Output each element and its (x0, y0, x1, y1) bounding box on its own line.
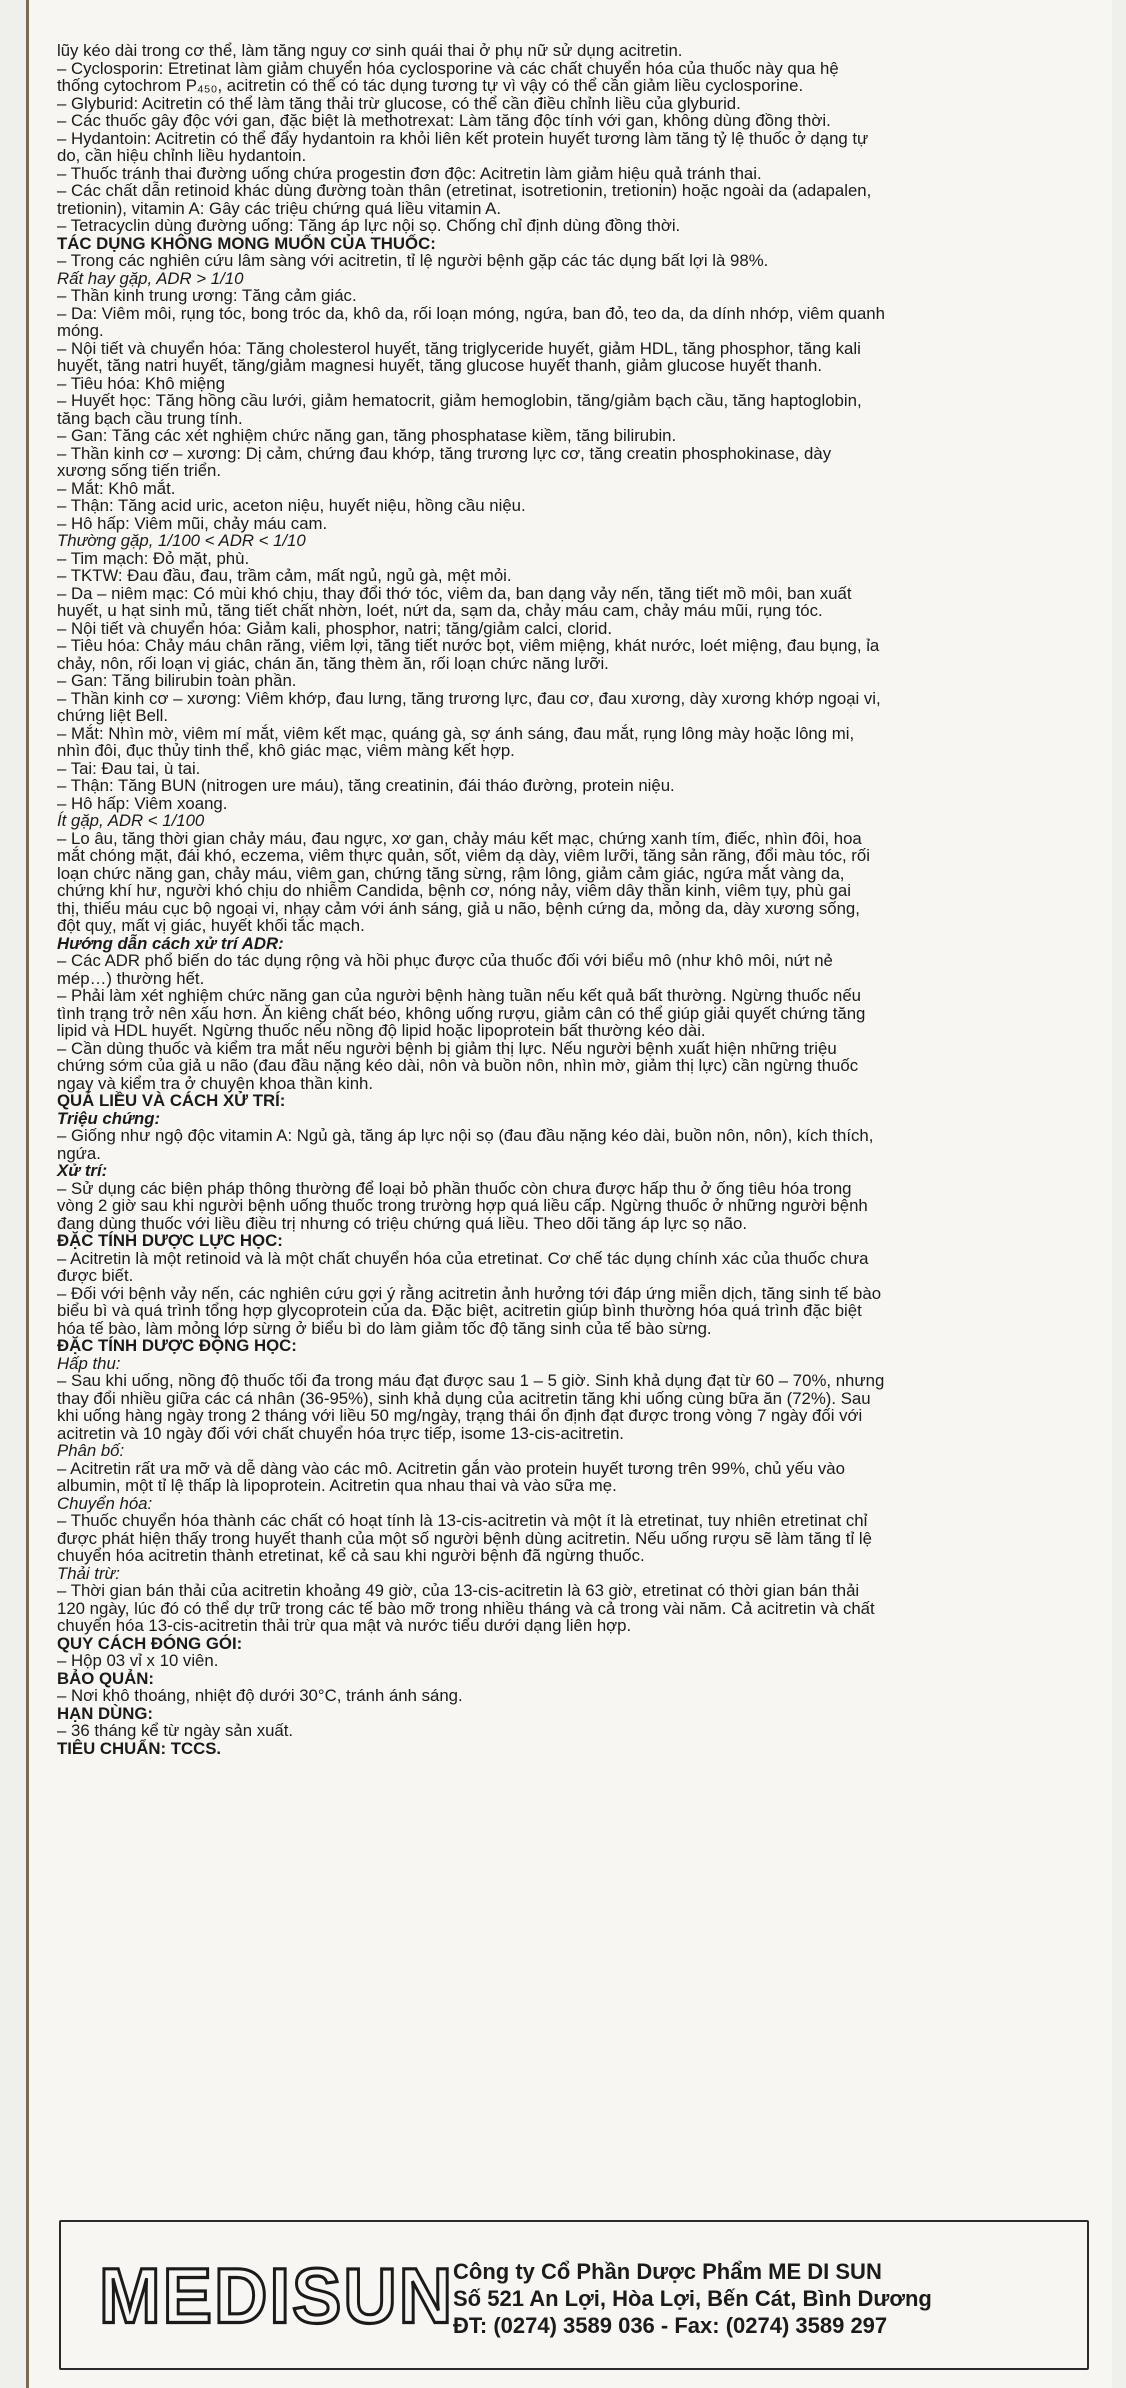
company-name: Công ty Cổ Phần Dược Phẩm ME DI SUN (453, 2259, 882, 2284)
text-line: huyết, tăng natri huyết, tăng/giảm magnesi huyết, tăng glucose huyết thanh, giảm glucose huyết thanh. (57, 356, 822, 375)
section-heading: QUÁ LIỀU VÀ CÁCH XỬ TRÍ: (57, 1091, 286, 1110)
text-line: – Thận: Tăng acid uric, aceton niệu, huyết niệu, hồng cầu niệu. (57, 496, 526, 515)
section-heading: BẢO QUẢN: (57, 1668, 154, 1688)
text-line: – Trong các nghiên cứu lâm sàng với acitretin, tỉ lệ người bệnh gặp các tác dụng bất lợi là 98%. (57, 251, 769, 270)
text-line: – Mắt: Nhìn mờ, viêm mí mắt, viêm kết mạc, quáng gà, sợ ánh sáng, đau mắt, rụng lông mày hoặc lông mi, (57, 723, 855, 743)
section-heading: TÁC DỤNG KHÔNG MONG MUỐN CỦA THUỐC: (57, 233, 436, 253)
text-line: – Tetracyclin dùng đường uống: Tăng áp lực nội sọ. Chống chỉ định dùng đồng thời. (57, 216, 681, 235)
text-line: mắt chóng mặt, đái khó, eczema, viêm thực quản, sốt, viêm dạ dày, viêm lưỡi, tăng sản răng, đổi màu tóc, rối (57, 846, 870, 865)
company-info (453, 2258, 1063, 2339)
text-line: – Tai: Đau tai, ù tai. (57, 758, 201, 778)
section-heading: QUY CÁCH ĐÓNG GÓI: (57, 1633, 243, 1653)
text-line: thị, thiếu máu cục bộ ngoại vi, nhạy cảm với ánh sáng, giả u não, bệnh cứng da, mỏng da, dày xương sống, (57, 898, 860, 918)
section-heading: ĐẶC TÍNH DƯỢC ĐỘNG HỌC: (57, 1336, 297, 1355)
text-line: – Thận: Tăng BUN (nitrogen ure máu), tăng creatinin, đái tháo đường, protein niệu. (57, 776, 675, 795)
text-line: được biết. (57, 1266, 134, 1285)
text-line: vòng 2 giờ sau khi người bệnh uống thuốc trong trường hợp quá liều cấp. Ngừng thuốc ở những người bệnh (57, 1196, 868, 1215)
text-line: – Acitretin rất ưa mỡ và dễ dàng vào các mô. Acitretin gắn vào protein huyết tương trên 99%, chủ yếu vào (57, 1458, 845, 1478)
text-line: – Các ADR phổ biến do tác dụng rộng và hồi phục được của thuốc đối với biểu mô (như khô môi, nứt nẻ (57, 951, 833, 970)
text-line: chuyển hóa 13-cis-acitretin thải trừ qua mật và nước tiểu dưới dạng liên hợp. (57, 1616, 632, 1635)
company-phone-fax: ĐT: (0274) 3589 036 - Fax: (0274) 3589 297 (453, 2313, 888, 2338)
text-line: tretionin), vitamin A: Gây các triệu chứng quá liều vitamin A. (57, 198, 502, 218)
section-heading: Thải trừ: (57, 1563, 120, 1583)
text-line: – Thần kinh cơ – xương: Dị cảm, chứng đau khớp, tăng trương lực cơ, tăng creatin phosphokinase, dày (57, 443, 832, 463)
company-address: Số 521 An Lợi, Hòa Lợi, Bến Cát, Bình Dương (453, 2286, 932, 2311)
text-line: – Gan: Tăng các xét nghiệm chức năng gan, tăng phosphatase kiềm, tăng bilirubin. (57, 426, 677, 445)
text-line: – Cần dùng thuốc và kiểm tra mắt nếu người bệnh bị giảm thị lực. Nếu người bệnh xuất hiện những triệu (57, 1038, 837, 1058)
text-line: chuyển hóa acitretin thành etretinat, kể cả sau khi người bệnh đã ngừng thuốc. (57, 1546, 645, 1565)
text-line: chảy, nôn, rối loạn vị giác, chán ăn, tăng thèm ăn, rối loạn chức năng lưỡi. (57, 653, 609, 673)
text-line: – Đối với bệnh vảy nến, các nghiên cứu gợi ý rằng acitretin ảnh hưởng tới đáp ứng miễn dịch, tăng sinh tế bào (57, 1283, 882, 1303)
text-line: hóa tế bào, làm mỏng lớp sừng ở biểu bì do làm giảm tốc độ tăng sinh của tế bào sừng. (57, 1318, 712, 1338)
text-line: – Sử dụng các biện pháp thông thường để loại bỏ phần thuốc còn chưa được hấp thu ở ống tiêu hóa trong (57, 1178, 852, 1198)
text-line: – Thần kinh trung ương: Tăng cảm giác. (57, 286, 357, 305)
medisun-logo: MEDISUN (99, 2251, 455, 2340)
text-line: – Các chất dẫn retinoid khác dùng đường toàn thân (etretinat, isotretionin, tretionin) hoặc ngoài da (adapalen, (57, 181, 872, 200)
section-heading: Thường gặp, 1/100 < ADR < 1/10 (57, 531, 306, 550)
text-line: thống cytochrom P₄₅₀, acitretin có thể có tác dụng tương tự vì vậy có thể cần giảm liều cyclosporine. (57, 76, 804, 95)
text-line: – Mắt: Khô mắt. (57, 478, 176, 498)
text-line: được phát hiện thấy trong huyết thanh của một số người bệnh dùng acitretin. Nếu uống rượu sẽ làm tăng tỉ lệ (57, 1528, 872, 1548)
text-line: chứng liệt Bell. (57, 706, 169, 725)
text-line: – Hydantoin: Acitretin có thể đẩy hydantoin ra khỏi liên kết protein huyết tương làm tăng tỷ lệ thuốc ở dạng tự (57, 128, 869, 148)
text-line: – Glyburid: Acitretin có thể làm tăng thải trừ glucose, có thể cần điều chỉnh liều của glyburid. (57, 93, 741, 113)
text-line: – Da: Viêm môi, rụng tóc, bong tróc da, khô da, rối loạn móng, ngứa, ban đỏ, teo da, da dính nhớp, viêm quanh (57, 303, 885, 323)
text-line: – Phải làm xét nghiệm chức năng gan của người bệnh hàng tuần nếu kết quả bất thường. Ngừng thuốc nếu (57, 986, 862, 1005)
text-line: chứng khí hư, người khó chịu do nhiễm Candida, bệnh cơ, nóng nảy, viêm dây thần kinh, viêm tụy, phù gai (57, 881, 851, 900)
section-heading: TIÊU CHUẨN: TCCS. (57, 1738, 222, 1758)
text-line: biểu bì và quá trình tổng hợp glycoprotein của da. Đặc biệt, acitretin giúp bình thường hóa quá trình đặc biệt (57, 1301, 862, 1320)
text-line: loạn chức năng gan, chảy máu, viêm gan, chứng tăng sừng, rậm lông, giảm cảm giác, ngứa mắt vàng da, (57, 863, 845, 883)
text-line: – Thời gian bán thải của acitretin khoảng 49 giờ, của 13-cis-acitretin là 63 giờ, etretinat có thời gian bán thải (57, 1581, 860, 1600)
section-heading: Hướng dẫn cách xử trí ADR: (57, 933, 284, 953)
text-line: – Gan: Tăng bilirubin toàn phần. (57, 671, 297, 690)
text-line: – Hộp 03 vỉ x 10 viên. (57, 1651, 219, 1670)
text-line: móng. (57, 321, 104, 340)
text-line: – TKTW: Đau đầu, đau, trầm cảm, mất ngủ, ngủ gà, mệt mỏi. (57, 566, 512, 585)
text-line: ngứa. (57, 1143, 101, 1163)
section-heading: Phân bố: (57, 1441, 125, 1460)
text-line: xương sống tiến triển. (57, 461, 222, 480)
text-line: – Sau khi uống, nồng độ thuốc tối đa trong máu đạt được sau 1 – 5 giờ. Sinh khả dụng đạt từ 60 – 70%, nhưng (57, 1371, 885, 1390)
text-line: – Thần kinh cơ – xương: Viêm khớp, đau lưng, tăng trương lực, đau cơ, đau xương, dày xương khớp ngoại vi, (57, 688, 881, 708)
text-line: mép…) thường hết. (57, 968, 205, 988)
text-line: lũy kéo dài trong cơ thể, làm tăng nguy cơ sinh quái thai ở phụ nữ sử dụng acitretin. (57, 41, 683, 60)
text-line: do, cần hiệu chỉnh liều hydantoin. (57, 146, 307, 165)
text-line: – Nội tiết và chuyển hóa: Tăng cholesterol huyết, tăng triglyceride huyết, giảm HDL, tăng phosphor, tăng kali (57, 338, 861, 358)
section-heading: Ít gặp, ADR < 1/100 (57, 811, 205, 830)
text-line: đột quỵ, mất vị giác, huyết khối tắc mạch. (57, 916, 365, 935)
text-line: – Hô hấp: Viêm xoang. (57, 793, 228, 813)
text-line: đang dùng thuốc với liều điều trị nhưng có triệu chứng quá liều. Theo dõi tăng áp lực sọ não. (57, 1213, 747, 1233)
text-line: nhìn đôi, đục thủy tinh thể, khô giác mạc, viêm màng kết hợp. (57, 741, 515, 760)
section-heading: Hấp thu: (57, 1353, 121, 1373)
manufacturer-footer (59, 2220, 1089, 2370)
text-line: acitretin và 10 ngày đối với chất chuyển hóa trực tiếp, isome 13-cis-acitretin. (57, 1423, 624, 1443)
text-line: – Acitretin là một retinoid và là một chất chuyển hóa của etretinat. Cơ chế tác dụng chính xác của thuốc chưa (57, 1248, 869, 1268)
text-line: lipid và HDL huyết. Ngừng thuốc nếu nồng độ lipid hoặc lipoprotein bất thường kéo dài. (57, 1021, 706, 1040)
section-heading: Rất hay gặp, ADR > 1/10 (57, 268, 244, 288)
text-line: albumin, một tỉ lệ thấp là lipoprotein. Acitretin qua nhau thai và vào sữa mẹ. (57, 1476, 617, 1495)
text-line: – Hô hấp: Viêm mũi, chảy máu cam. (57, 513, 328, 533)
text-line: – Tiêu hóa: Khô miệng (57, 373, 225, 393)
leaflet-page (26, 0, 1112, 2388)
section-heading: Xử trí: (57, 1161, 108, 1180)
text-line: – Lo âu, tăng thời gian chảy máu, đau ngực, xơ gan, chảy máu kết mạc, chứng xanh tím, điếc, nhìn đôi, hoa (57, 828, 862, 848)
text-line: – Thuốc chuyển hóa thành các chất có hoạt tính là 13-cis-acitretin và một ít là etretinat, tuy nhiên etretinat chỉ (57, 1511, 868, 1530)
section-heading: HẠN DÙNG: (57, 1703, 154, 1723)
text-line: 120 ngày, lúc đó có thể dự trữ trong các tế bào mỡ trong nhiều tháng và cả trong vài năm. Cả acitretin và chất (57, 1598, 875, 1618)
text-line: – Huyết học: Tăng hồng cầu lưới, giảm hematocrit, giảm hemoglobin, tăng/giảm bạch cầu, tăng haptoglobin, (57, 391, 862, 410)
text-line: – Tiêu hóa: Chảy máu chân răng, viêm lợi, tăng tiết nước bọt, viêm miệng, khát nước, loét miệng, đau bụng, ỉa (57, 636, 880, 655)
text-line: – Nội tiết và chuyển hóa: Giảm kali, phosphor, natri; tăng/giảm calci, clorid. (57, 618, 612, 638)
text-line: ngay và kiểm tra ở chuyên khoa thần kinh. (57, 1073, 374, 1093)
text-line: huyết, u hạt sinh mủ, tăng tiết chất nhờn, loét, nứt da, sạm da, chảy máu cam, chảy máu mũi, rụng tóc. (57, 601, 823, 620)
section-heading: ĐẶC TÍNH DƯỢC LỰC HỌC: (57, 1231, 283, 1250)
text-line: tình trạng trở nên xấu hơn. Ăn kiêng chất béo, không uống rượu, giảm cân có thể giúp giải quyết chứng tăng (57, 1003, 866, 1023)
text-line: – Tim mạch: Đỏ mặt, phù. (57, 548, 250, 568)
text-line: – Thuốc tránh thai đường uống chứa progestin đơn độc: Acitretin làm giảm hiệu quả tránh thai. (57, 163, 762, 183)
section-heading: Chuyển hóa: (57, 1493, 153, 1513)
text-line: chứng sớm của giả u não (đau đầu nặng kéo dài, nôn và buồn nôn, nhìn mờ, giảm thị lực) cần ngừng thuốc (57, 1056, 859, 1075)
text-line: – 36 tháng kể từ ngày sản xuất. (57, 1721, 294, 1740)
text-line: – Da – niêm mạc: Có mùi khó chịu, thay đổi thớ tóc, viêm da, ban dạng vảy nến, tăng tiết mồ môi, ban xuất (57, 583, 852, 603)
text-line: – Giống như ngộ độc vitamin A: Ngủ gà, tăng áp lực nội sọ (đau đầu nặng kéo dài, buồn nôn, nôn), kích thích, (57, 1126, 874, 1145)
leaflet-body-text (57, 42, 1095, 1757)
text-line: tăng bạch cầu trung tính. (57, 408, 243, 428)
text-line: – Nơi khô thoáng, nhiệt độ dưới 30°C, tránh ánh sáng. (57, 1686, 463, 1705)
text-line: – Cyclosporin: Etretinat làm giảm chuyển hóa cyclosporine và các chất chuyển hóa của thuốc này qua hệ (57, 58, 839, 78)
text-line: thay đổi nhiều giữa các cá nhân (36-95%), sinh khả dụng của acitretin tăng khi uống cùng bữa ăn (72%). Sau (57, 1388, 871, 1408)
text-line: – Các thuốc gây độc với gan, đặc biệt là methotrexat: Làm tăng độc tính với gan, không dùng đồng thời. (57, 111, 831, 130)
text-line: khi uống hàng ngày trong 2 tháng với liều 50 mg/ngày, trạng thái ổn định đạt được trong vòng 7 ngày đối với (57, 1406, 863, 1425)
section-heading: Triệu chứng: (57, 1108, 161, 1128)
